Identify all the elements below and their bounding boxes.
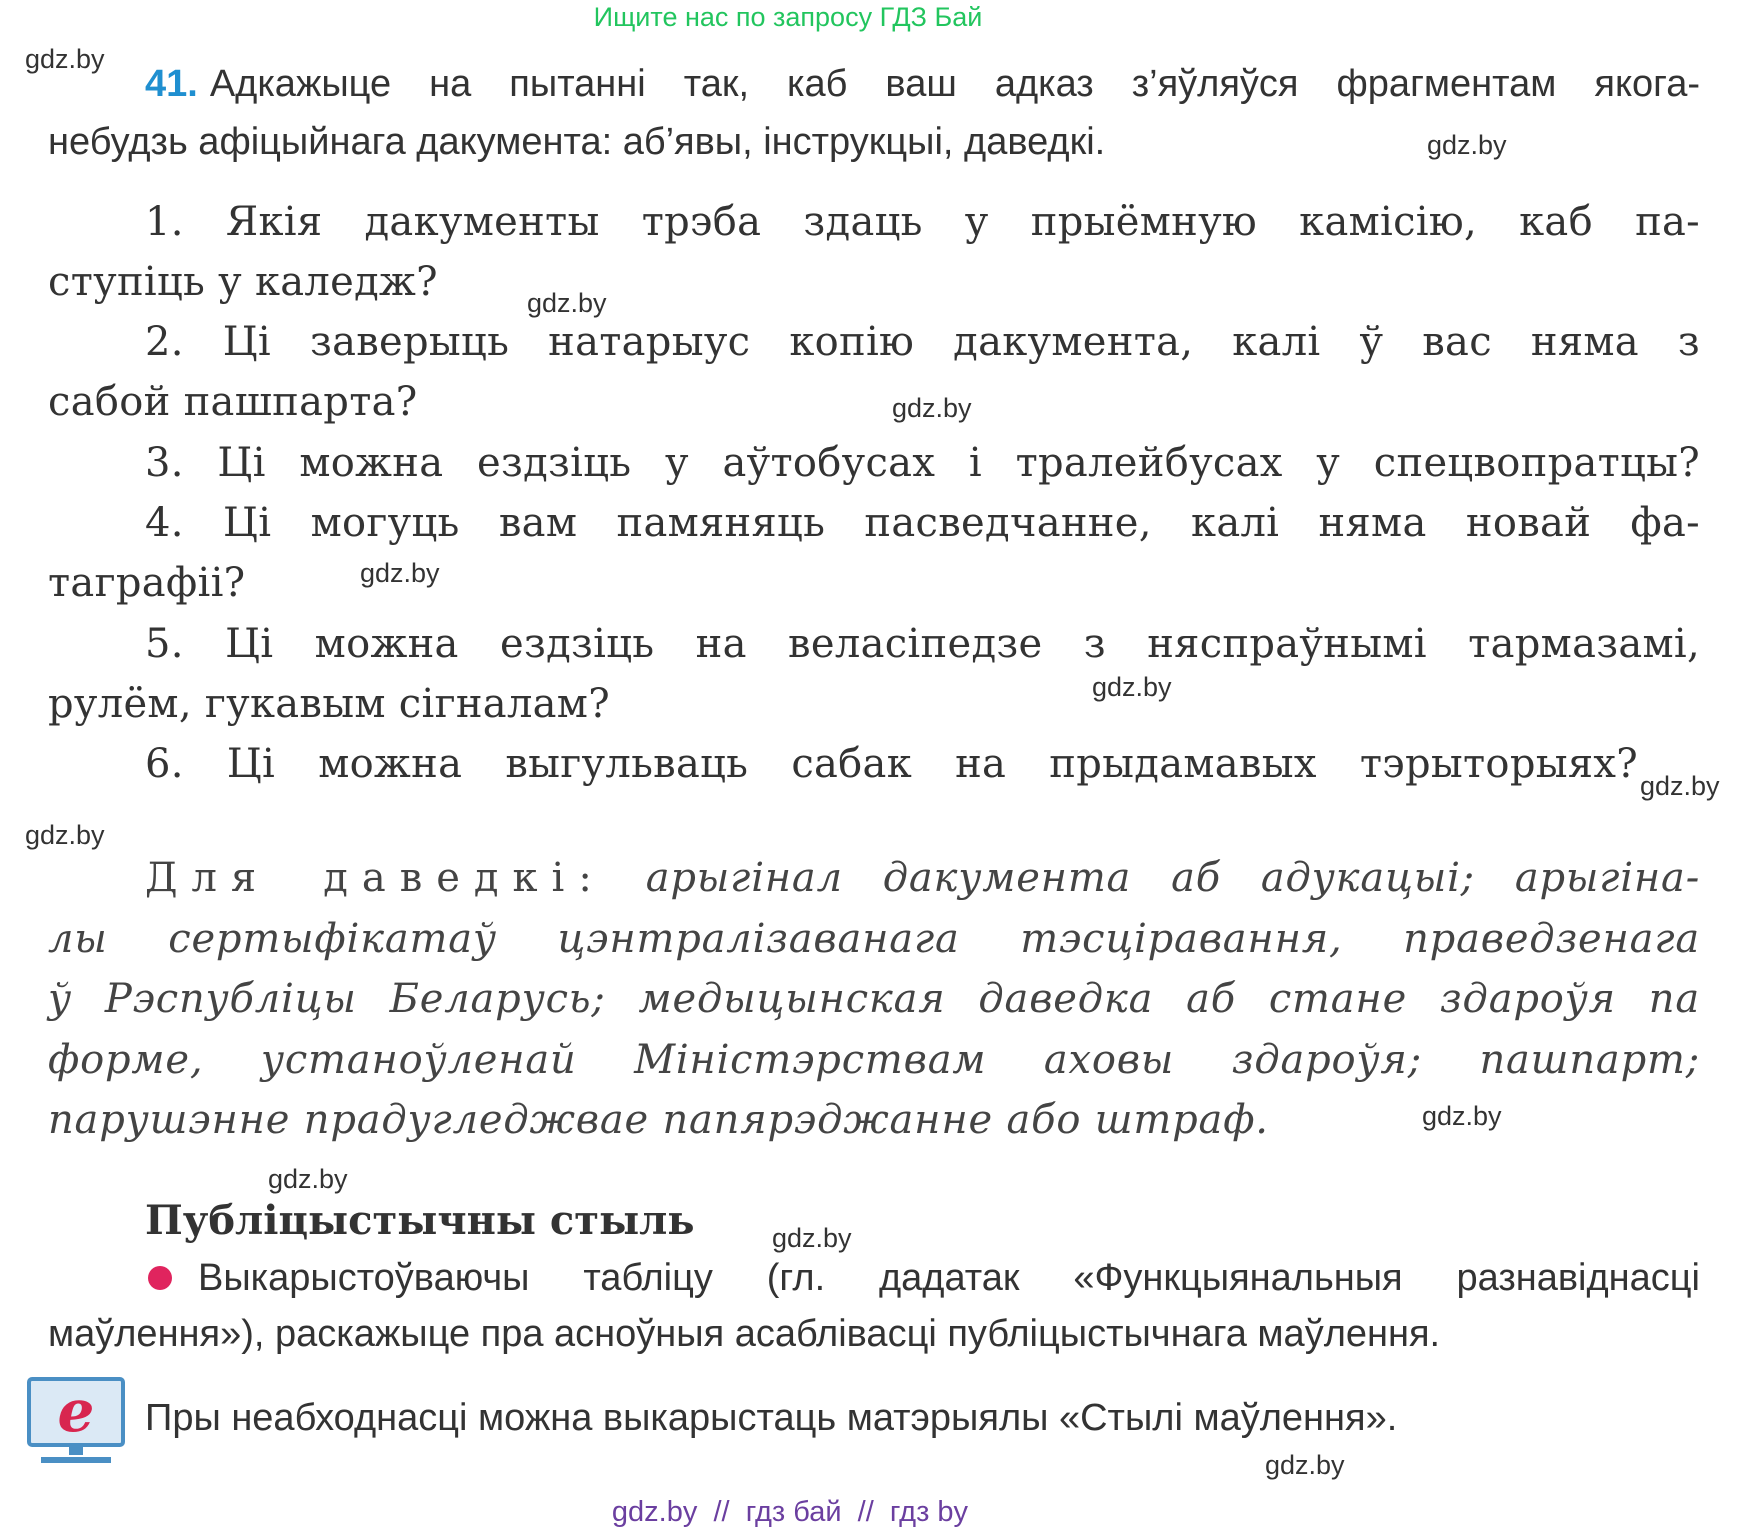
question-4-cont: таграфіі? — [48, 560, 246, 606]
watermark: gdz.by — [892, 393, 972, 423]
question-2: 2. Ці заверыць натарыус копію дакумента, калі ў вас няма з — [145, 319, 1700, 365]
e-resource-text: Пры неабходнасці можна выкарыстаць матэрыялы «Стылі маўлення». — [145, 1397, 1398, 1439]
task-line: маўлення»), раскажыце пра асноўныя асаблівасці публіцыстычнага маўлення. — [48, 1313, 1441, 1355]
watermark: gdz.by — [1422, 1101, 1502, 1131]
exercise-prompt-line: небудзь афіцыйнага дакумента: аб’явы, інструкцыі, даведкі. — [48, 121, 1106, 163]
watermark: gdz.by — [1427, 130, 1507, 160]
section-heading: Публіцыстычны стыль — [145, 1197, 695, 1244]
reference-line: Для даведкі: арыгінал дакумента аб адукацыі; арыгіна- — [145, 855, 1701, 901]
exercise-prompt-line: 41. Адкажыце на пытанні так, каб ваш адказ з’яўляўся фрагментам якога- — [145, 63, 1700, 105]
watermark: gdz.by — [25, 820, 105, 850]
watermark: gdz.by — [1265, 1450, 1345, 1480]
watermark: gdz.by — [1640, 771, 1720, 801]
e-resource-icon — [27, 1375, 125, 1473]
question-4: 4. Ці могуць вам памяняць пасведчанне, калі няма новай фа- — [145, 500, 1700, 546]
exercise-number: 41. — [145, 63, 198, 105]
footer: gdz.by // гдз бай // гдз by — [611, 1496, 969, 1528]
reference-label: Для даведкі: — [145, 855, 606, 901]
question-5: 5. Ці можна ездзіць на веласіпедзе з няспраўнымі тармазамі, — [145, 621, 1700, 667]
watermark: gdz.by — [772, 1223, 852, 1253]
bullet-icon — [148, 1266, 172, 1290]
reference-line: лы сертыфікатаў цэнтралізаванага тэсціравання, праведзенага — [48, 916, 1700, 962]
watermark: gdz.by — [1092, 672, 1172, 702]
reference-line: парушэнне прадугледжвае папярэджанне або штраф. — [48, 1097, 1269, 1143]
watermark: gdz.by — [360, 558, 440, 588]
watermark: gdz.by — [527, 288, 607, 318]
task-line: Выкарыстоўваючы табліцу (гл. дадатак «Функцыянальныя разнавіднасці — [198, 1257, 1700, 1299]
reference-line: форме, устаноўленай Міністэрствам аховы здароўя; пашпарт; — [48, 1037, 1700, 1083]
svg-text:e: e — [57, 1377, 95, 1445]
reference-line: ў Рэспубліцы Беларусь; медыцынская даведка аб стане здароўя па — [48, 976, 1700, 1022]
top-banner: Ищите нас по запросу ГДЗ Бай — [593, 2, 983, 32]
question-2-cont: сабой пашпарта? — [48, 379, 418, 425]
watermark: gdz.by — [268, 1164, 348, 1194]
watermark: gdz.by — [25, 44, 105, 74]
question-3: 3. Ці можна ездзіць у аўтобусах і тралейбусах у спецвопратцы? — [145, 440, 1700, 486]
question-1-cont: ступіць у каледж? — [48, 259, 438, 305]
question-1: 1. Якія дакументы трэба здаць у прыёмную камісію, каб па- — [145, 199, 1700, 245]
question-6: 6. Ці можна выгульваць сабак на прыдамавых тэрыторыях? — [145, 741, 1638, 787]
question-5-cont: рулём, гукавым сігналам? — [48, 681, 610, 727]
